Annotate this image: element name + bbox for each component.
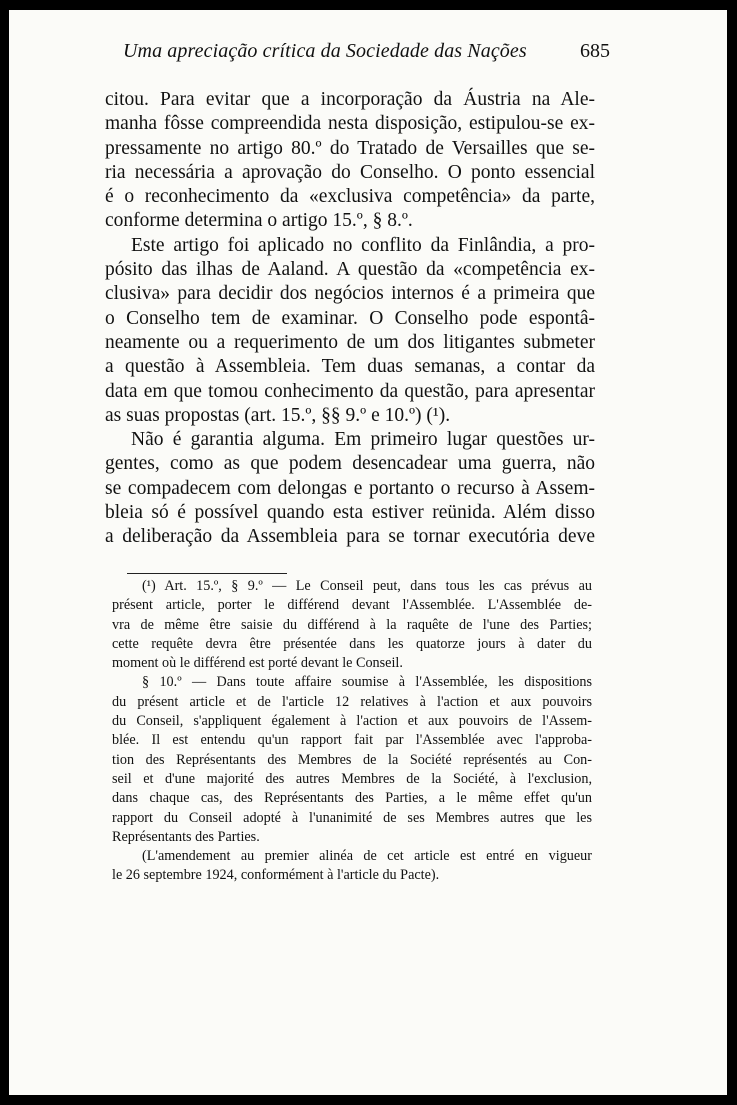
body-line: manha fôsse compreendida nesta disposição, estipulou-se ex- xyxy=(105,113,595,135)
body-line: neamente ou a requerimento de um dos litigantes submeter xyxy=(105,331,595,353)
body-line: Não é garantia alguma. Em primeiro lugar questões ur- xyxy=(131,429,595,451)
footnotes xyxy=(112,577,592,886)
body-line: ria necessária a aprovação do Conselho. O ponto essencial xyxy=(105,161,595,183)
book-page xyxy=(9,10,727,1095)
body-line: pósito das ilhas de Aaland. A questão da «competência ex- xyxy=(105,259,595,281)
footnote-line: § 10.º — Dans toute affaire soumise à l'Assemblée, les dispositions xyxy=(142,674,592,691)
body-line: as suas propostas (art. 15.º, §§ 9.º e 10.º) (¹). xyxy=(105,404,451,426)
footnote-line: du présent article et de l'article 12 relatives à l'action et aux pouvoirs xyxy=(112,693,592,710)
footnote-line: le 26 septembre 1924, conformément à l'article du Pacte). xyxy=(112,867,440,884)
body-line: a deliberação da Assembleia para se tornar executória deve xyxy=(105,526,595,548)
body-line: conforme determina o artigo 15.º, § 8.º. xyxy=(105,210,413,232)
footnote-line: dans chaque cas, des Représentants des Parties, a le même effet qu'un xyxy=(112,790,592,807)
footnote-divider xyxy=(127,573,287,574)
running-title: Uma apreciação crítica da Sociedade das Nações xyxy=(123,40,527,62)
footnote-line: du Conseil, s'appliquent également à l'action et aux pouvoirs de l'Assem- xyxy=(112,713,592,730)
page-header xyxy=(120,40,610,66)
body-line: é o reconhecimento da «exclusiva competência» da parte, xyxy=(105,186,595,208)
footnote-line: tion des Représentants des Membres de la Société représentés au Con- xyxy=(112,751,592,768)
body-line: citou. Para evitar que a incorporação da Áustria na Ale- xyxy=(105,89,595,110)
body-line: Este artigo foi aplicado no conflito da Finlândia, a pro- xyxy=(131,234,595,256)
body-line: se compadecem com delongas e portanto o recurso à Assem- xyxy=(105,477,595,499)
page-number: 685 xyxy=(580,40,610,62)
footnote-line: (¹) Art. 15.º, § 9.º — Le Conseil peut, dans tous les cas prévus au xyxy=(142,578,592,594)
body-line: bleia só é possível quando esta estiver reünida. Além disso xyxy=(105,502,595,524)
footnote-line: vra de même être saisie du différend à la raquête de l'une des Parties; xyxy=(112,616,592,633)
footnote-line: moment où le différend est porté devant le Conseil. xyxy=(112,655,403,672)
body-line: a questão à Assembleia. Tem duas semanas, a contar da xyxy=(105,356,595,378)
footnote-line: rapport du Conseil adopté à l'unanimité de ses Membres autres que les xyxy=(112,809,592,826)
footnote-line: blée. Il est entendu qu'un rapport fait par l'Assemblée avec l'approba- xyxy=(112,732,592,749)
body-line: clusiva» para decidir dos negócios internos é a primeira que xyxy=(105,283,595,305)
body-line: pressamente no artigo 80.º do Tratado de Versailles que se- xyxy=(105,137,595,159)
footnote-line: cette requête devra être présentée dans les quatorze jours à dater du xyxy=(112,635,592,652)
footnote-line: (L'amendement au premier alinéa de cet article est entré en vigueur xyxy=(142,848,592,865)
body-text xyxy=(105,88,595,550)
footnote-line: présent article, porter le différend devant l'Assemblée. L'Assemblée de- xyxy=(112,597,592,614)
footnote-line: seil et d'une majorité des autres Membres de la Société, à l'exclusion, xyxy=(112,770,592,787)
body-line: gentes, como as que podem desencadear uma guerra, não xyxy=(105,453,595,475)
body-line: o Conselho tem de examinar. O Conselho pode espontâ- xyxy=(105,307,595,329)
body-line: data em que tomou conhecimento da questão, para apresentar xyxy=(105,380,595,402)
footnote-line: Représentants des Parties. xyxy=(112,828,260,845)
